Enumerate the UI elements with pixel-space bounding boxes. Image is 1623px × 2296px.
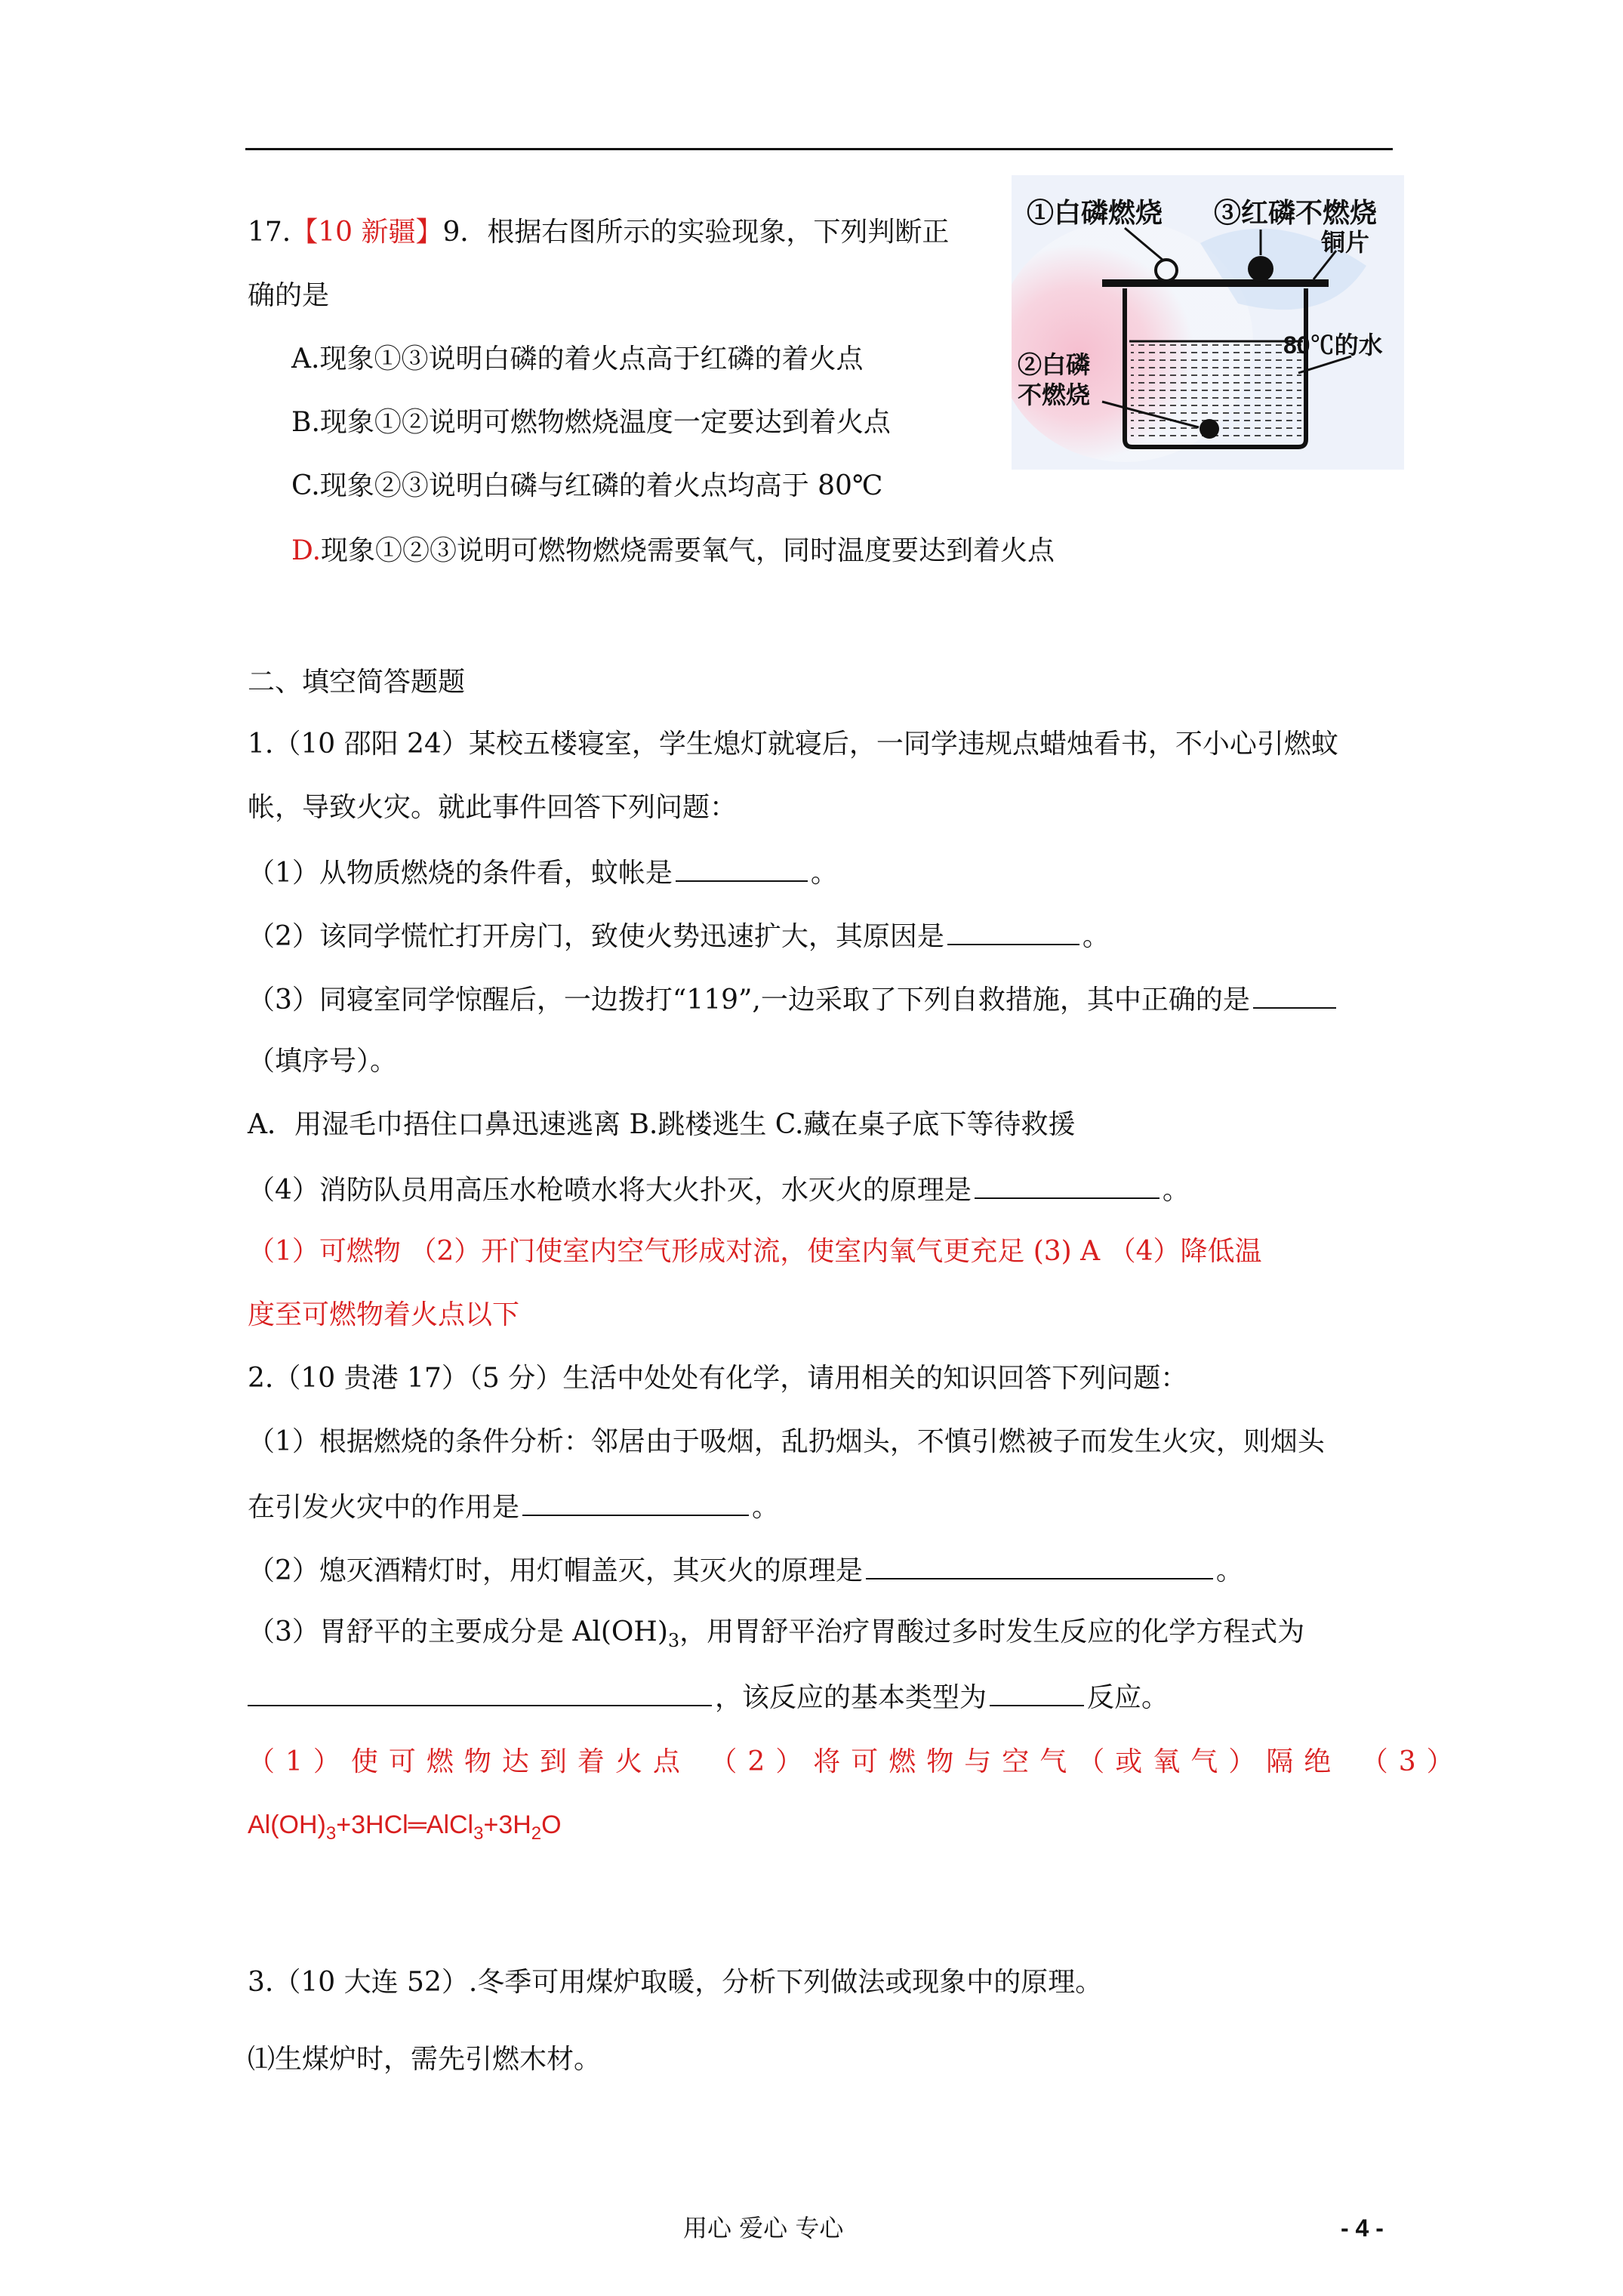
q1-stem-line1: 1.（10 邵阳 24）某校五楼寝室，学生熄灯就寝后，一同学违规点蜡烛看书，不小心引燃蚊: [248, 729, 1338, 760]
q17-option-a: A.现象①③说明白磷的着火点高于红磷的着火点: [291, 344, 864, 374]
q2-stem: 2.（10 贵港 17）（5 分）生活中处处有化学，请用相关的知识回答下列问题：: [248, 1363, 1188, 1394]
q2-part2: （2）熄灭酒精灯时，用灯帽盖灭，其灭火的原理是 。: [248, 1555, 1243, 1586]
answer-blank[interactable]: [947, 921, 1079, 945]
label-white-burning: ①白磷燃烧: [1027, 197, 1163, 228]
label-hot-water: 80℃的水: [1283, 331, 1383, 359]
answer-blank[interactable]: [522, 1492, 749, 1516]
answer-blank[interactable]: [1253, 985, 1336, 1009]
q17-option-d: D.现象①②③说明可燃物燃烧需要氧气，同时温度要达到着火点: [291, 535, 1055, 566]
q1-stem-line2: 帐，导致火灾。就此事件回答下列问题：: [248, 792, 738, 823]
answer-blank[interactable]: [676, 858, 808, 882]
q1-answer-line1: （1）可燃物 （2）开门使室内空气形成对流，使室内氧气更充足 (3) A （4）降低温: [248, 1236, 1262, 1267]
q2-answer-equation: $Al(OH)_3+3HCl═AlCl_3+3H_2O$: [248, 1811, 562, 1844]
header-rule: [245, 148, 1393, 150]
q2-part3: （3）胃舒平的主要成分是 $Al(OH)_3$，用胃舒平治疗胃酸过多时发生反应的化学方程式为: [248, 1616, 1305, 1651]
q3-stem: 3.（10 大连 52）.冬季可用煤炉取暖，分析下列做法或现象中的原理。: [248, 1967, 1103, 1998]
label-copper-plate: 铜片: [1321, 229, 1370, 256]
footer-motto: 用心 爱心 专心: [683, 2214, 844, 2242]
q1-answer-line2: 度至可燃物着火点以下: [248, 1299, 520, 1330]
q17-source-tag: 【10 新疆】: [291, 217, 443, 248]
experiment-figure: [1012, 175, 1404, 470]
q1-choices: A．用湿毛巾捂住口鼻迅速逃离 B.跳楼逃生 C.藏在桌子底下等待救援: [248, 1109, 1076, 1140]
label-not-burning: 不燃烧: [1018, 381, 1091, 408]
q1-part3-cont: （填序号）。: [248, 1046, 398, 1077]
q17-stem-line2: 确的是: [248, 280, 330, 311]
red-phosphorus: [1248, 256, 1273, 282]
label-red-not-burning: ③红磷不燃烧: [1214, 197, 1378, 228]
q2-part3-cont: ，该反应的基本类型为 反应。: [248, 1682, 1169, 1712]
q2-part1-line1: （1）根据燃烧的条件分析：邻居由于吸烟，乱扔烟头，不慎引燃被子而发生火灾，则烟头: [248, 1426, 1325, 1457]
q1-part3: （3）同寝室同学惊醒后，一边拨打“119”,一边采取了下列自救措施，其中正确的是: [248, 985, 1339, 1014]
answer-blank[interactable]: [975, 1175, 1160, 1199]
q2-part1-line2: 在引发火灾中的作用是 。: [248, 1492, 780, 1523]
submerged-phosphorus: [1200, 419, 1219, 439]
q1-part1: （1）从物质燃烧的条件看，蚊帐是 。: [248, 858, 838, 889]
page-number: - 4 -: [1341, 2214, 1384, 2242]
q17-stem-line1: 17.【10 新疆】9．根据右图所示的实验现象，下列判断正: [248, 217, 950, 248]
answer-blank[interactable]: [866, 1555, 1213, 1579]
q1-part4: （4）消防队员用高压水枪喷水将大火扑灭，水灭火的原理是 。: [248, 1175, 1190, 1206]
answer-blank[interactable]: [990, 1682, 1084, 1706]
q2-answer-line1: （1）使可燃物达到着火点 （2）将可燃物与空气（或氧气）隔绝 （3）: [248, 1746, 1464, 1777]
label-white-under-water: ②白磷: [1018, 351, 1091, 378]
answer-blank[interactable]: [248, 1682, 712, 1706]
q1-part2: （2）该同学慌忙打开房门，致使火势迅速扩大，其原因是 。: [248, 921, 1110, 952]
q17-option-b: B.现象①②说明可燃物燃烧温度一定要达到着火点: [291, 407, 891, 438]
section-title: 二、填空简答题题: [248, 667, 466, 698]
q17-option-c: C.现象②③说明白磷与红磷的着火点均高于 80℃: [291, 470, 883, 501]
q3-part1: ⑴生煤炉时，需先引燃木材。: [248, 2044, 602, 2075]
